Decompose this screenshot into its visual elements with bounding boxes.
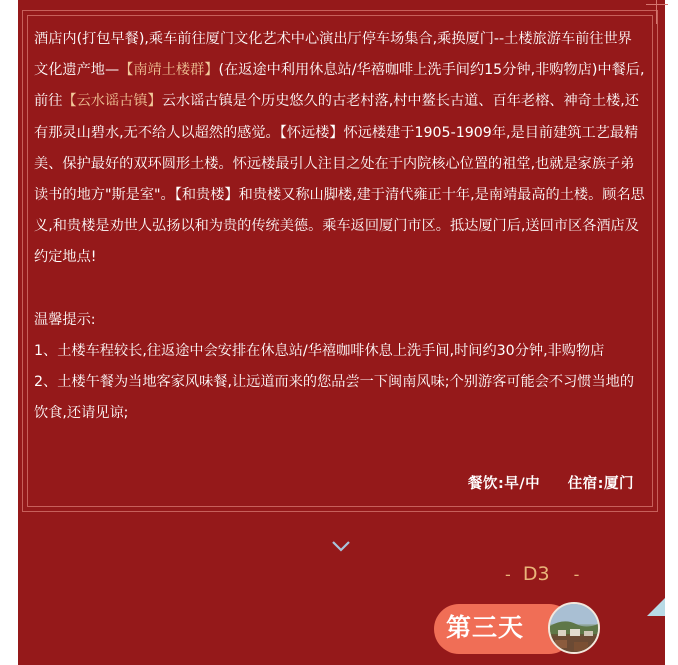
highlight-nanjing-tulou: 【南靖土楼群】	[119, 62, 219, 79]
corner-triangle-decor	[647, 598, 665, 616]
description-text: (在返途中利用休息站/华禧咖啡上洗手间约15分钟,非购物店)中餐后,前往	[34, 62, 645, 110]
tip-item: 1、土楼车程较长,往返途中会安排在休息站/华禧咖啡休息上洗手间,时间约30分钟,非购物店	[34, 342, 605, 359]
day-description	[34, 24, 646, 274]
description-text: 酒店内(打包早餐),乘车前往厦门文化艺术中心演出厅停车场集合,乘换厦门--土楼旅游车前往世界文化遗产地—	[34, 31, 632, 79]
description-text: 云水谣古镇是个历史悠久的古老村落,村中鳌长古道、百年老榕、神奇土楼,还有那灵山碧水,无不给人以超然的感觉。【怀远楼】怀远楼建于1905-1909年,是目前建筑工艺最精美、保护最好的双环圆形土楼。怀远楼最引人注目之处在于内院核心位置的祖堂,也就是家族子弟读书的地方"斯是室"。【和贵楼】和贵楼又称山脚楼,建于清代雍正十年,是南靖最高的土楼。顾名思义,和贵楼是劝世人弘扬以和为贵的传统美德。乘车返回厦门市区。抵达厦门后,送回市区各酒店及约定地点!	[34, 93, 645, 266]
meal-lodging-line	[468, 472, 634, 493]
spacer	[34, 274, 646, 305]
day-thumbnail[interactable]	[548, 602, 600, 654]
meal-info: 餐饮:早/中	[468, 476, 541, 492]
marker-dash: -	[573, 565, 580, 584]
chevron-down-icon[interactable]	[330, 538, 352, 552]
day-three-label: 第三天	[446, 613, 525, 642]
day-code: D3	[522, 563, 550, 585]
itinerary-text	[34, 24, 646, 429]
day-marker	[505, 563, 579, 585]
frame-corner-line	[646, 4, 668, 5]
tips-title: 温馨提示:	[34, 311, 96, 328]
tip-item: 2、土楼午餐为当地客家风味餐,让远道而来的您品尝一下闽南风味;个别游客可能会不习惯当地的饮食,还请见谅;	[34, 374, 635, 422]
marker-dash: -	[505, 565, 511, 584]
highlight-yunshuiyao: 【云水谣古镇】	[62, 93, 162, 110]
lodging-info: 住宿:厦门	[567, 476, 634, 492]
